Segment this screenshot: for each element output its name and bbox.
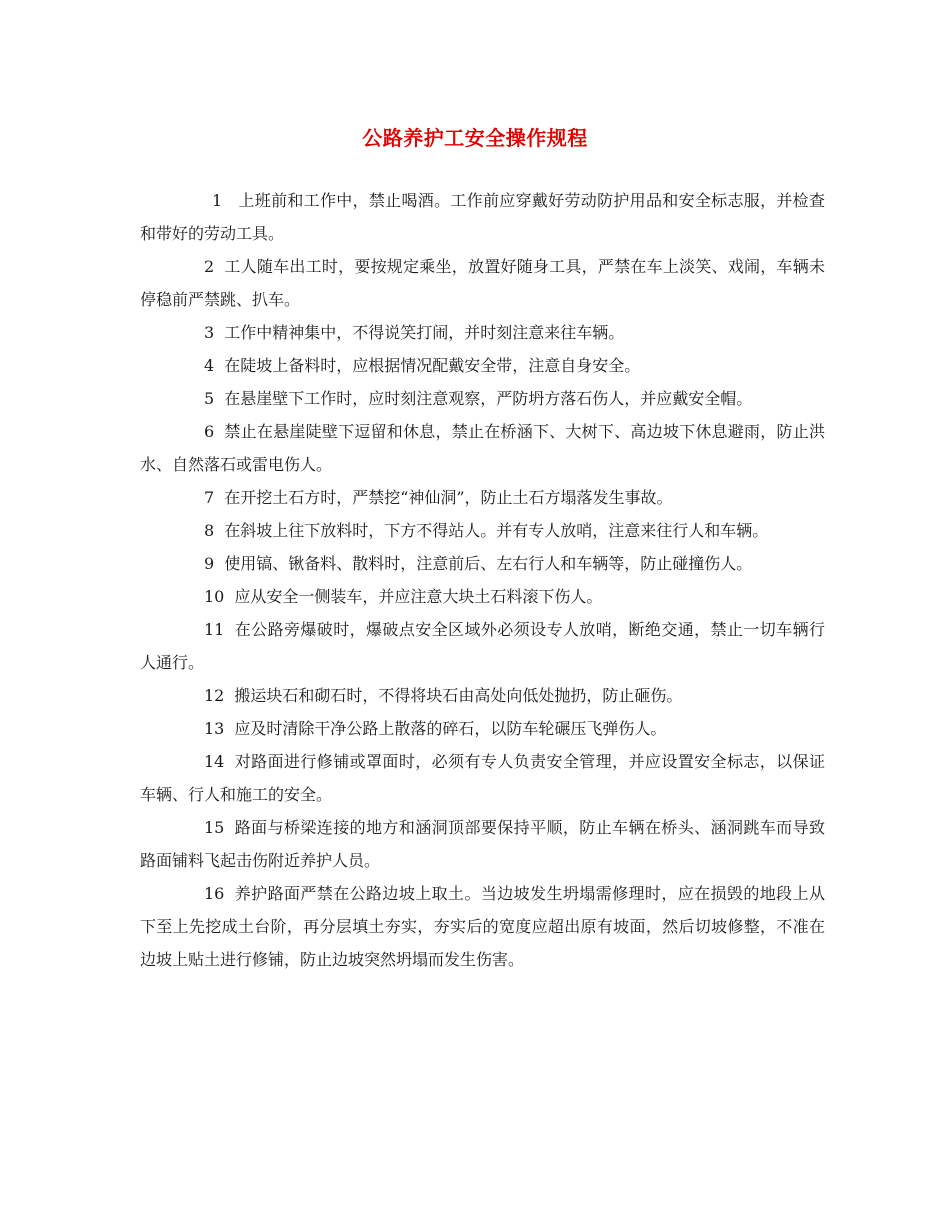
rule-item (140, 250, 825, 316)
rule-text: 工作中精神集中，不得说笑打闹，并时刻注意来往车辆。 (224, 323, 625, 342)
rule-number: 10 (204, 587, 225, 606)
rule-number: 9 (204, 554, 215, 573)
rule-number: 1 (212, 191, 223, 210)
rule-item (140, 580, 825, 613)
document-title: 公路养护工安全操作规程 (362, 126, 588, 150)
rule-text: 养护路面严禁在公路边坡上取土。当边坡发生坍塌需修理时，应在损毁的地段上从下至上先挖成土台阶，再分层填土夯实，夯实后的宽度应超出原有坡面，然后切坡修整，不准在边坡上贴土进行修铺，防止边坡突然坍塌而发生伤害。 (140, 884, 825, 969)
rule-number: 2 (204, 257, 215, 276)
rule-item (140, 613, 825, 679)
rule-text: 在开挖土石方时，严禁挖“神仙洞”，防止土石方塌落发生事故。 (224, 488, 673, 507)
rule-item (140, 679, 825, 712)
rule-number: 8 (204, 521, 215, 540)
rule-item (140, 811, 825, 877)
rule-number: 7 (204, 488, 215, 507)
rule-text: 搬运块石和砌石时，不得将块石由高处向低处抛扔，防止砸伤。 (234, 686, 683, 705)
rule-text: 对路面进行修铺或罩面时，必须有专人负责安全管理，并应设置安全标志，以保证车辆、行人和施工的安全。 (140, 752, 825, 804)
rules-list (140, 184, 825, 976)
rule-number: 4 (204, 356, 215, 375)
rule-item (140, 184, 825, 250)
rule-item (140, 877, 825, 976)
rule-number: 15 (204, 818, 225, 837)
rule-number: 5 (204, 389, 215, 408)
rule-text: 禁止在悬崖陡壁下逗留和休息，禁止在桥涵下、大树下、高边坡下休息避雨，防止洪水、自然落石或雷电伤人。 (140, 422, 825, 474)
rule-number: 16 (204, 884, 225, 903)
rule-number: 11 (204, 620, 225, 639)
rule-item (140, 745, 825, 811)
rule-text: 在悬崖壁下工作时，应时刻注意观察，严防坍方落石伤人，并应戴安全帽。 (224, 389, 753, 408)
rule-number: 12 (204, 686, 225, 705)
rule-text: 在斜坡上往下放料时，下方不得站人。并有专人放哨，注意来往行人和车辆。 (224, 521, 769, 540)
rule-text: 在陡坡上备料时，应根据情况配戴安全带，注意自身安全。 (224, 356, 641, 375)
rule-text: 应及时清除干净公路上散落的碎石，以防车轮碾压飞弹伤人。 (234, 719, 667, 738)
rule-number: 14 (204, 752, 225, 771)
rule-text: 使用镐、锹备料、散料时，注意前后、左右行人和车辆等，防止碰撞伤人。 (224, 554, 753, 573)
rule-item (140, 547, 825, 580)
rule-text: 路面与桥梁连接的地方和涵洞顶部要保持平顺，防止车辆在桥头、涵洞跳车而导致路面铺料飞起击伤附近养护人员。 (140, 818, 825, 870)
rule-item (140, 382, 825, 415)
rule-item (140, 481, 825, 514)
rule-item (140, 514, 825, 547)
rule-item (140, 712, 825, 745)
rule-text: 上班前和工作中，禁止喝酒。工作前应穿戴好劳动防护用品和安全标志服，并检查和带好的劳动工具。 (140, 191, 825, 243)
rule-item (140, 316, 825, 349)
rule-item (140, 415, 825, 481)
rule-text: 在公路旁爆破时，爆破点安全区域外必须设专人放哨，断绝交通，禁止一切车辆行人通行。 (140, 620, 825, 672)
rule-text: 应从安全一侧装车，并应注意大块土石料滚下伤人。 (234, 587, 603, 606)
rule-text: 工人随车出工时，要按规定乘坐，放置好随身工具，严禁在车上淡笑、戏闹，车辆未停稳前严禁跳、扒车。 (140, 257, 825, 309)
rule-number: 3 (204, 323, 215, 342)
rule-item (140, 349, 825, 382)
rule-number: 13 (204, 719, 225, 738)
rule-number: 6 (204, 422, 215, 441)
